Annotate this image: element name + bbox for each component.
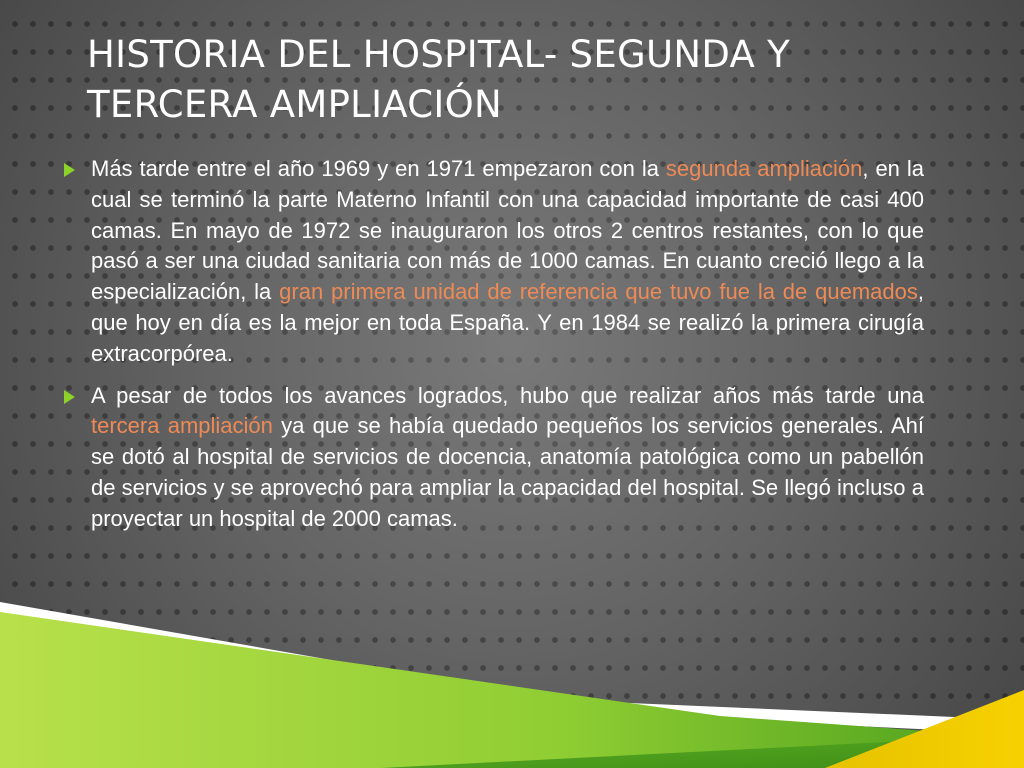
- bullet-text: ya que se había quedado pequeños los servicios generales. Ahí se dotó al hospital de servicios de docencia, anatomía patológica como un pabellón de servicios y se aprovechó para ampliar la capacidad del hospital. Se llegó incluso a proyectar un hospital de 2000 camas.: [91, 413, 925, 531]
- bullet-list: [64, 154, 924, 546]
- bullet-text: Más tarde entre el año 1969 y en 1971 empezaron con la: [91, 156, 666, 181]
- slide-title: HISTORIA DEL HOSPITAL- SEGUNDA Y TERCERA AMPLIACIÓN: [87, 33, 791, 126]
- bullet-item: [64, 381, 924, 535]
- bullet-text: A pesar de todos los avances logrados, hubo que realizar años más tarde una: [91, 382, 924, 408]
- bullet-arrow-icon: [64, 390, 75, 404]
- bullet-text: , en la cual se terminó la parte Materno Infantil con una capacidad importante de casi 400 camas. En mayo de 1972 se inauguraron los otros 2 centros restantes, con lo que pasó a ser una ciudad sanitaria con más de 1000 camas. En cuanto creció llego a la especialización, la: [91, 156, 924, 305]
- highlight-segunda-ampliacion: segunda ampliación: [665, 156, 863, 181]
- bullet-text: , que hoy en día es la mejor en toda España. Y en 1984 se realizó la primera cirugía extracorpórea.: [91, 279, 924, 366]
- highlight-unidad-quemados: gran primera unidad de referencia que tuvo fue la de quemados: [279, 279, 918, 305]
- bullet-arrow-icon: [64, 163, 75, 177]
- bullet-item: [64, 154, 924, 370]
- highlight-tercera-ampliacion: tercera ampliación: [91, 413, 273, 439]
